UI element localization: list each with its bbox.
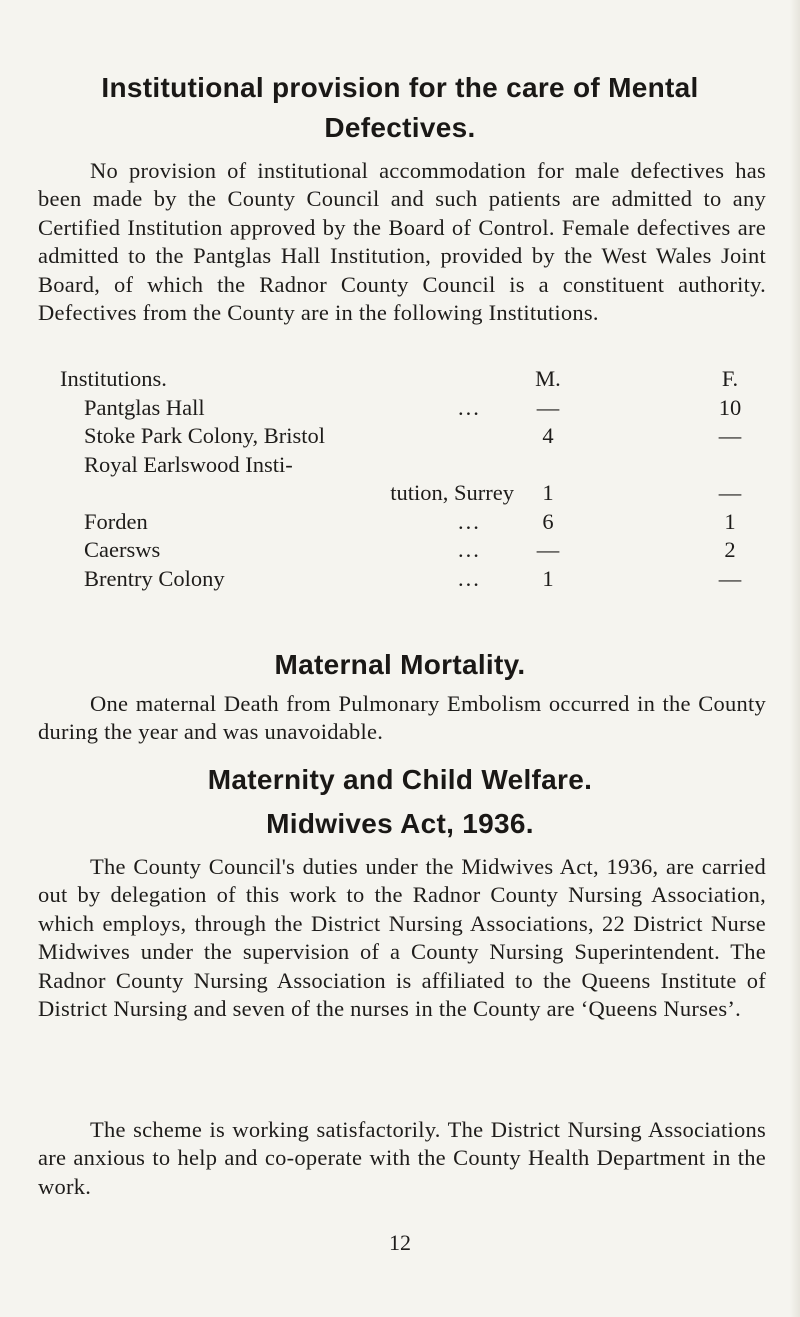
header-female: F. [721,366,739,391]
female-count: 2 [724,537,736,562]
leader-dots: ... [458,565,481,591]
header-institutions: Institutions. [60,366,167,391]
table-row [60,479,772,508]
page-number: 12 [389,1230,411,1255]
maternal-mortality-paragraph [38,690,766,747]
leader-dots: ... [458,508,481,534]
table-header-row [60,365,772,394]
male-count: 1 [542,480,554,505]
female-count: — [718,423,742,448]
institutions-table [60,365,772,593]
table-row [60,422,772,451]
table-row [60,536,772,565]
institution-name-continued: tution, Surrey [390,480,514,505]
institution-name: Pantglas Hall [84,394,205,420]
heading-line-1: Institutional provision for the care of Mental [101,72,699,103]
institution-name: Brentry Colony [84,565,225,591]
maternity-title-line-1: Maternity and Child Welfare. [207,764,593,795]
female-count: — [718,565,742,591]
midwives-act-text: The County Council's duties under the Midwives Act, 1936, are carried out by delegation of this work to the Radnor County Nursing Association, which employs, through the District Nursing Associations, 22 District Nurse Midwives under the supervision of a County Nursing Superintendent. The Radnor County Nursing Association is affiliated to the Queens Institute of District Nursing and seven of the nurses in the County are ‘Queens Nurses’. [38,854,766,1022]
institution-name: Forden [84,508,148,534]
table-row [60,508,772,537]
section-maternity-heading [0,760,800,844]
male-count: — [536,394,560,420]
institution-name: Caersws [84,537,161,562]
mental-defectives-text: No provision of institutional accommodation for male defectives has been made by the County Council and such patients are admitted to any Certified Institution approved by the Board of Control. Female defectives are admitted to the Pantglas Hall Institution, provided by the West Wales Joint Board, of which the Radnor County Council is a constituent authority. Defectives from the County are in the following Institutions. [38,158,766,326]
maternal-mortality-text: One maternal Death from Pulmonary Embolism occurred in the County during the year and was unavoidable. [38,691,766,745]
maternal-mortality-title: Maternal Mortality. [274,649,526,680]
male-count: — [536,537,560,562]
header-male: M. [535,366,561,391]
midwives-act-paragraph [38,853,766,1023]
scheme-paragraph [38,1116,766,1201]
section-maternal-mortality-heading [0,645,800,685]
maternity-title-line-2: Midwives Act, 1936. [266,808,534,839]
heading-line-2: Defectives. [324,112,476,143]
table-row [60,565,772,594]
female-count: — [718,480,742,505]
male-count: 1 [542,565,554,591]
page-edge-shadow [790,0,800,1317]
table-row [60,394,772,423]
institution-name: Royal Earlswood Insti- [84,451,293,477]
section-mental-defectives-heading [0,68,800,148]
female-count: 10 [718,394,742,420]
table-row [60,451,772,480]
mental-defectives-paragraph [38,157,766,327]
male-count: 6 [542,508,554,534]
leader-dots: ... [458,394,481,420]
leader-dots: ... [458,537,481,562]
institution-name: Stoke Park Colony, Bristol [84,423,326,448]
male-count: 4 [542,423,554,448]
scheme-text: The scheme is working satisfactorily. The District Nursing Associations are anxious to help and co-operate with the County Health Department in the work. [38,1117,766,1199]
female-count: 1 [724,508,736,534]
